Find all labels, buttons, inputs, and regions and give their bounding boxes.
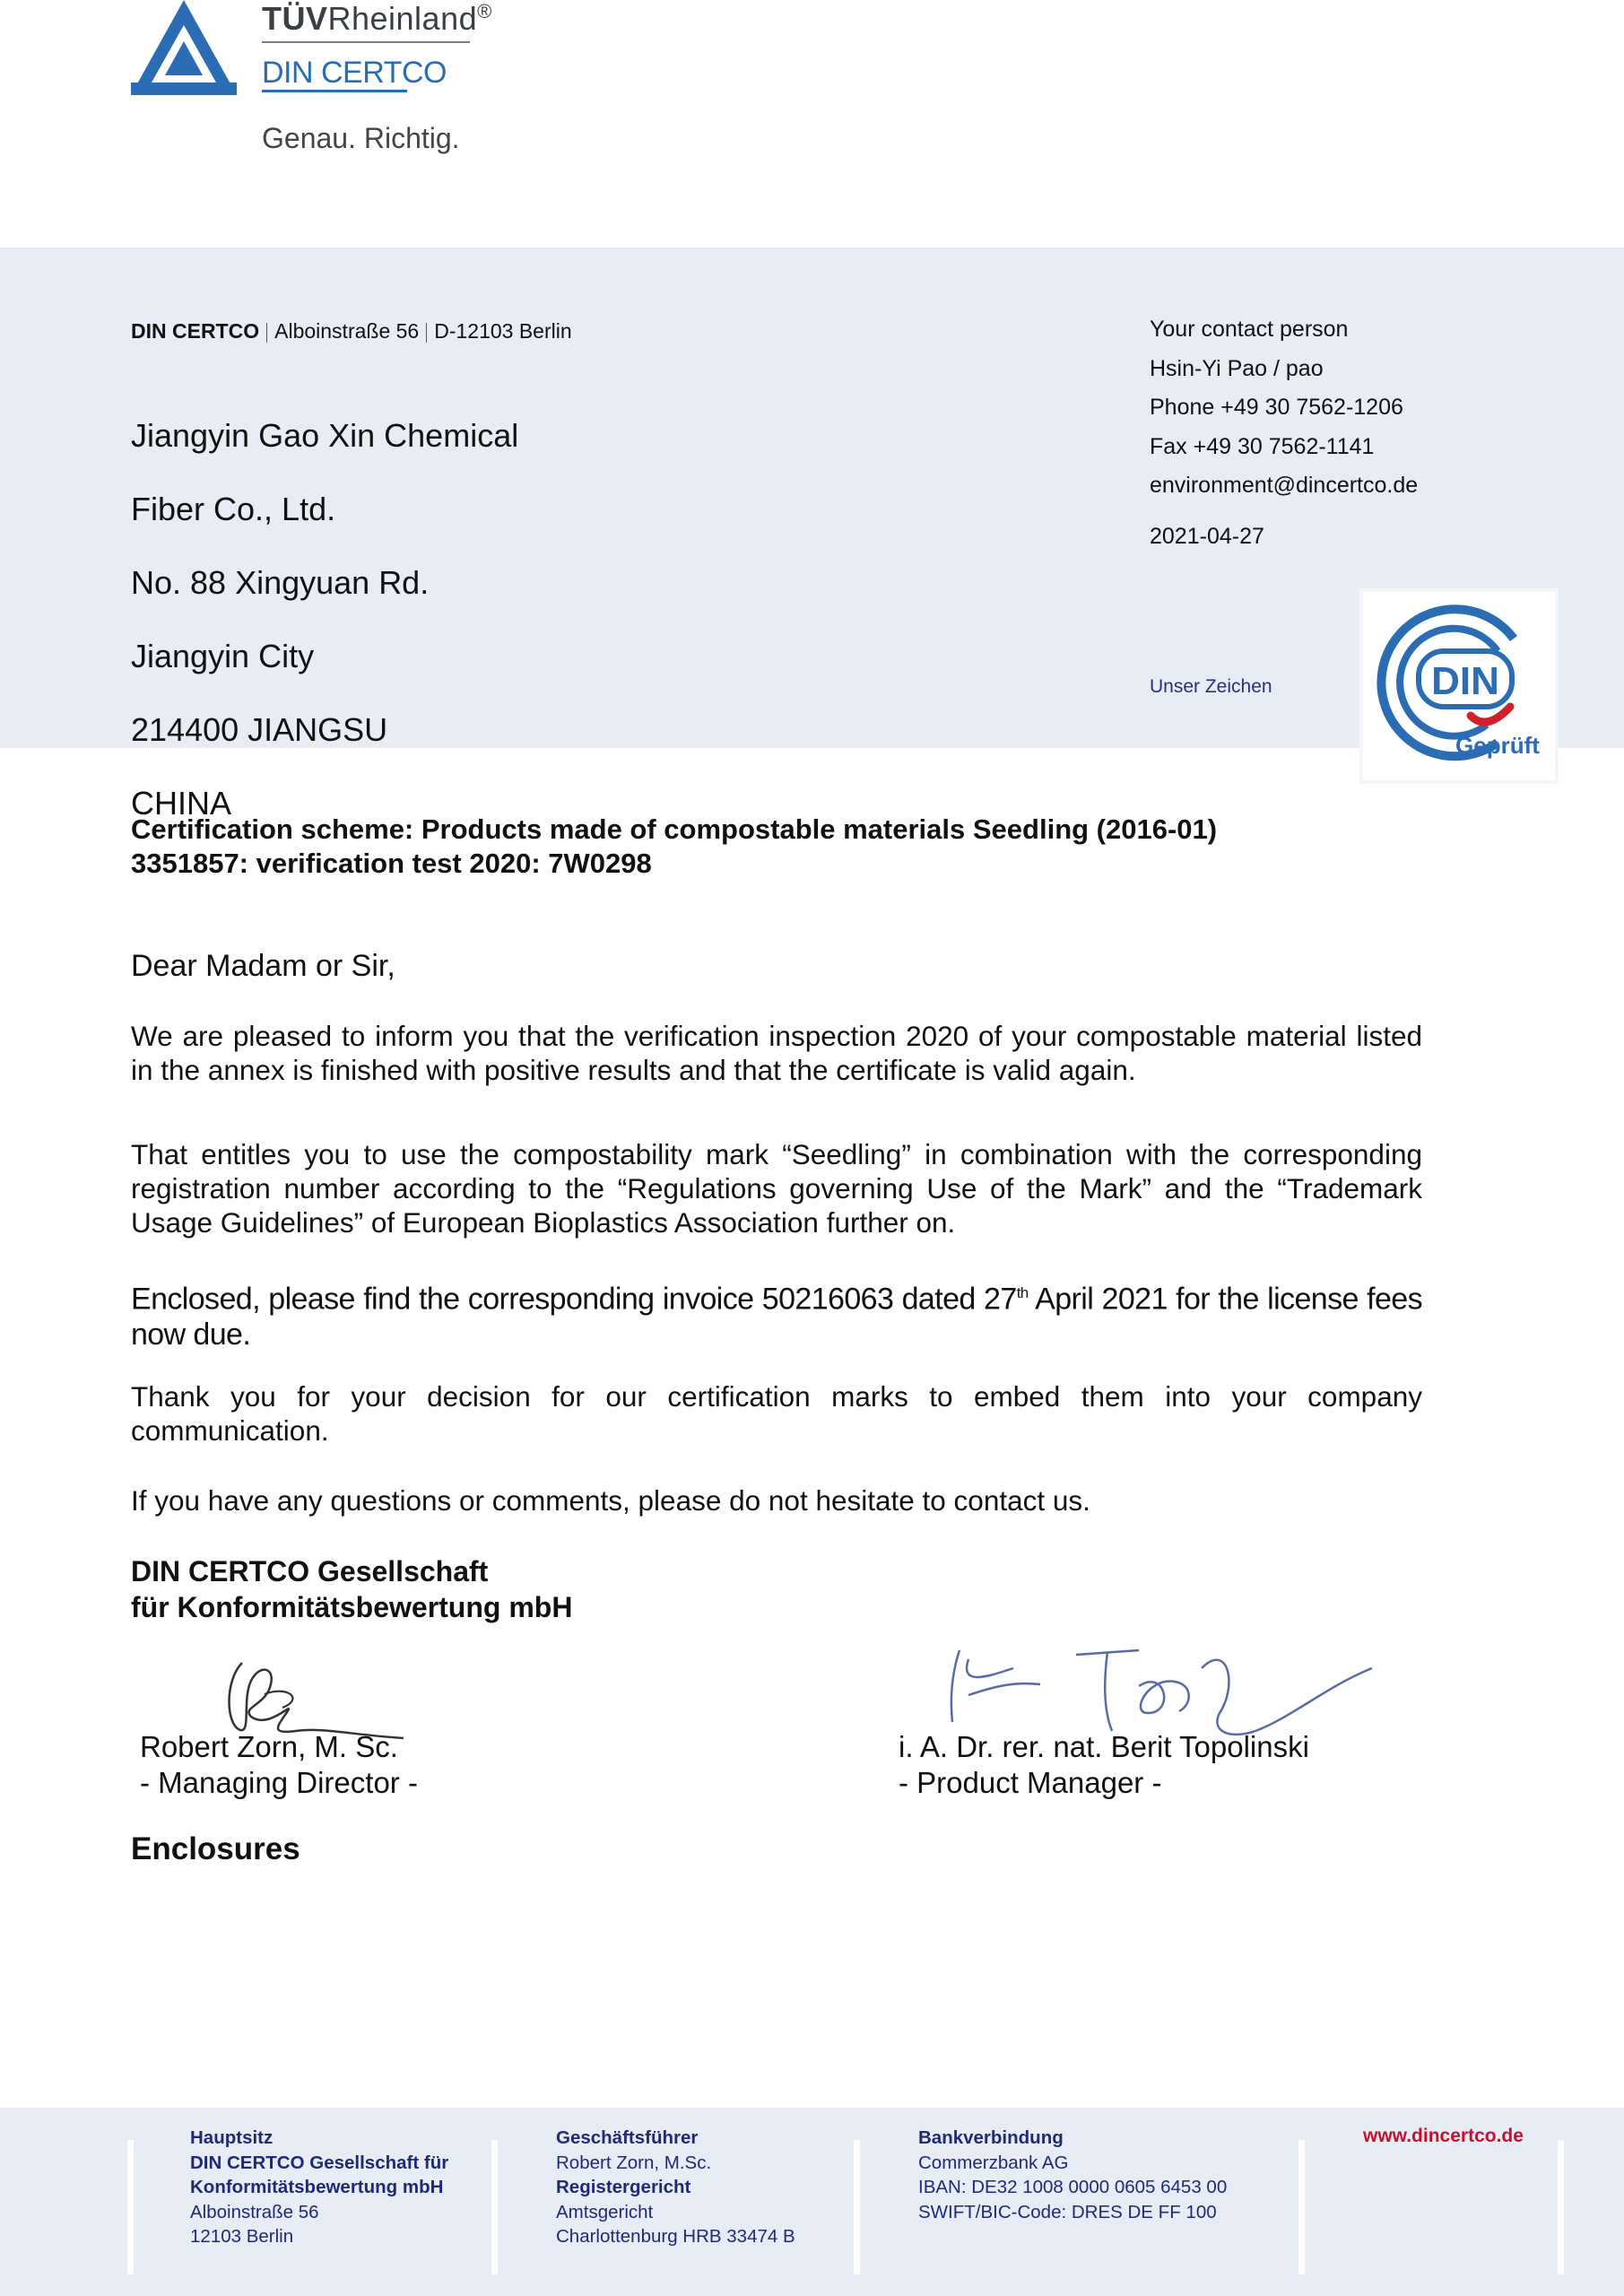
logo-sub-brand: DIN CERTCO xyxy=(262,56,447,90)
contact-label: Your contact person xyxy=(1150,317,1349,342)
company-line: DIN CERTCO Gesellschaft xyxy=(131,1555,489,1587)
logo-brand: TÜVRheinland® xyxy=(262,0,492,37)
seal-din-text: DIN xyxy=(1431,659,1499,703)
website-link[interactable]: www.dincertco.de xyxy=(1363,2126,1524,2146)
contact-fax: Fax +49 30 7562-1141 xyxy=(1150,433,1375,459)
company-line: für Konformitätsbewertung mbH xyxy=(131,1591,573,1623)
footer-divider xyxy=(1558,2140,1564,2274)
letter-date: 2021-04-27 xyxy=(1150,524,1264,549)
contact-phone: Phone +49 30 7562-1206 xyxy=(1150,395,1403,420)
signer-topolinski xyxy=(899,1729,1309,1801)
footer-line: SWIFT/BIC-Code: DRES DE FF 100 xyxy=(918,2201,1217,2222)
contact-person: Hsin-Yi Pao / pao xyxy=(1150,355,1324,381)
signer-title: - Managing Director - xyxy=(140,1766,418,1799)
recipient-line: No. 88 Xingyuan Rd. xyxy=(131,564,430,601)
company-name xyxy=(131,1553,572,1625)
enclosures-heading: Enclosures xyxy=(131,1831,300,1866)
paragraph: We are pleased to inform you that the verification inspection 2020 of your compostable material listed in the annex is finished with positive results and that the certificate is valid again. xyxy=(131,1020,1422,1086)
footer-divider xyxy=(1298,2140,1305,2274)
footer-line: Konformitätsbewertung mbH xyxy=(190,2177,444,2197)
footer-divider xyxy=(854,2140,860,2274)
signer-name: Robert Zorn, M. Sc. xyxy=(140,1730,398,1763)
footer-headquarters xyxy=(190,2126,448,2249)
sender-line: DIN CERTCO Alboinstraße 56 D-12103 Berlin xyxy=(131,319,572,343)
recipient-line: 214400 JIANGSU xyxy=(131,711,388,748)
recipient-line: Fiber Co., Ltd. xyxy=(131,491,336,527)
footer-line: Alboinstraße 56 xyxy=(190,2201,319,2222)
recipient-line: Jiangyin City xyxy=(131,638,315,674)
seal-gepruft-text: Geprüft xyxy=(1455,732,1540,759)
subject xyxy=(131,813,1217,881)
paragraph: That entitles you to use the compostability mark “Seedling” in combination with the corresponding registration number according to the “Regulations governing Use of the Mark” and the “Trademark Usage Guidelines” of European Bioplastics Association further on. xyxy=(131,1138,1422,1239)
footer-line: DIN CERTCO Gesellschaft für xyxy=(190,2152,449,2173)
subject-line: Certification scheme: Products made of compostable materials Seedling (2016-01) xyxy=(131,813,1218,845)
recipient-line: CHINA xyxy=(131,785,232,822)
footer-line: 12103 Berlin xyxy=(190,2226,294,2247)
footer-divider xyxy=(491,2140,498,2274)
signer-zorn xyxy=(140,1729,418,1801)
signer-name: i. A. Dr. rer. nat. Berit Topolinski xyxy=(899,1730,1309,1763)
footer-bank xyxy=(918,2126,1227,2224)
footer-line: Amtsgericht xyxy=(556,2201,654,2222)
footer-line: Charlottenburg HRB 33474 B xyxy=(556,2226,795,2247)
footer-line: IBAN: DE32 1008 0000 0605 6453 00 xyxy=(918,2177,1228,2197)
logo-divider xyxy=(262,41,470,43)
footer-divider xyxy=(127,2140,134,2274)
logo-tagline: Genau. Richtig. xyxy=(262,122,460,154)
footer-management xyxy=(556,2126,795,2249)
recipient-address xyxy=(131,380,518,858)
logo-sub-brand-underline xyxy=(262,90,407,92)
footer-line: Robert Zorn, M.Sc. xyxy=(556,2152,712,2173)
subject-line: 3351857: verification test 2020: 7W0298 xyxy=(131,848,652,879)
tuv-rheinland-logo xyxy=(0,0,538,161)
contact-block xyxy=(1150,310,1418,506)
footer-heading: Registergericht xyxy=(556,2177,691,2197)
paragraph-invoice: Enclosed, please find the corresponding invoice 50216063 dated 27th April 2021 for the license fees now due. xyxy=(131,1282,1422,1352)
reference-label: Unser Zeichen xyxy=(1150,676,1272,697)
paragraph: Thank you for your decision for our certification marks to embed them into your company communication. xyxy=(131,1380,1422,1447)
signer-title: - Product Manager - xyxy=(899,1766,1162,1799)
recipient-line: Jiangyin Gao Xin Chemical xyxy=(131,417,519,454)
footer-heading: Bankverbindung xyxy=(918,2127,1064,2148)
din-gepruft-seal xyxy=(1359,588,1559,784)
footer-line: Commerzbank AG xyxy=(918,2152,1069,2173)
footer-heading: Hauptsitz xyxy=(190,2127,274,2148)
contact-email[interactable]: environment@dincertco.de xyxy=(1150,473,1419,498)
din-seal-icon xyxy=(1363,592,1555,780)
paragraph: If you have any questions or comments, please do not hesitate to contact us. xyxy=(131,1484,1090,1517)
footer-heading: Geschäftsführer xyxy=(556,2127,699,2148)
triangle-logo-icon xyxy=(131,0,237,97)
greeting: Dear Madam or Sir, xyxy=(131,949,395,983)
